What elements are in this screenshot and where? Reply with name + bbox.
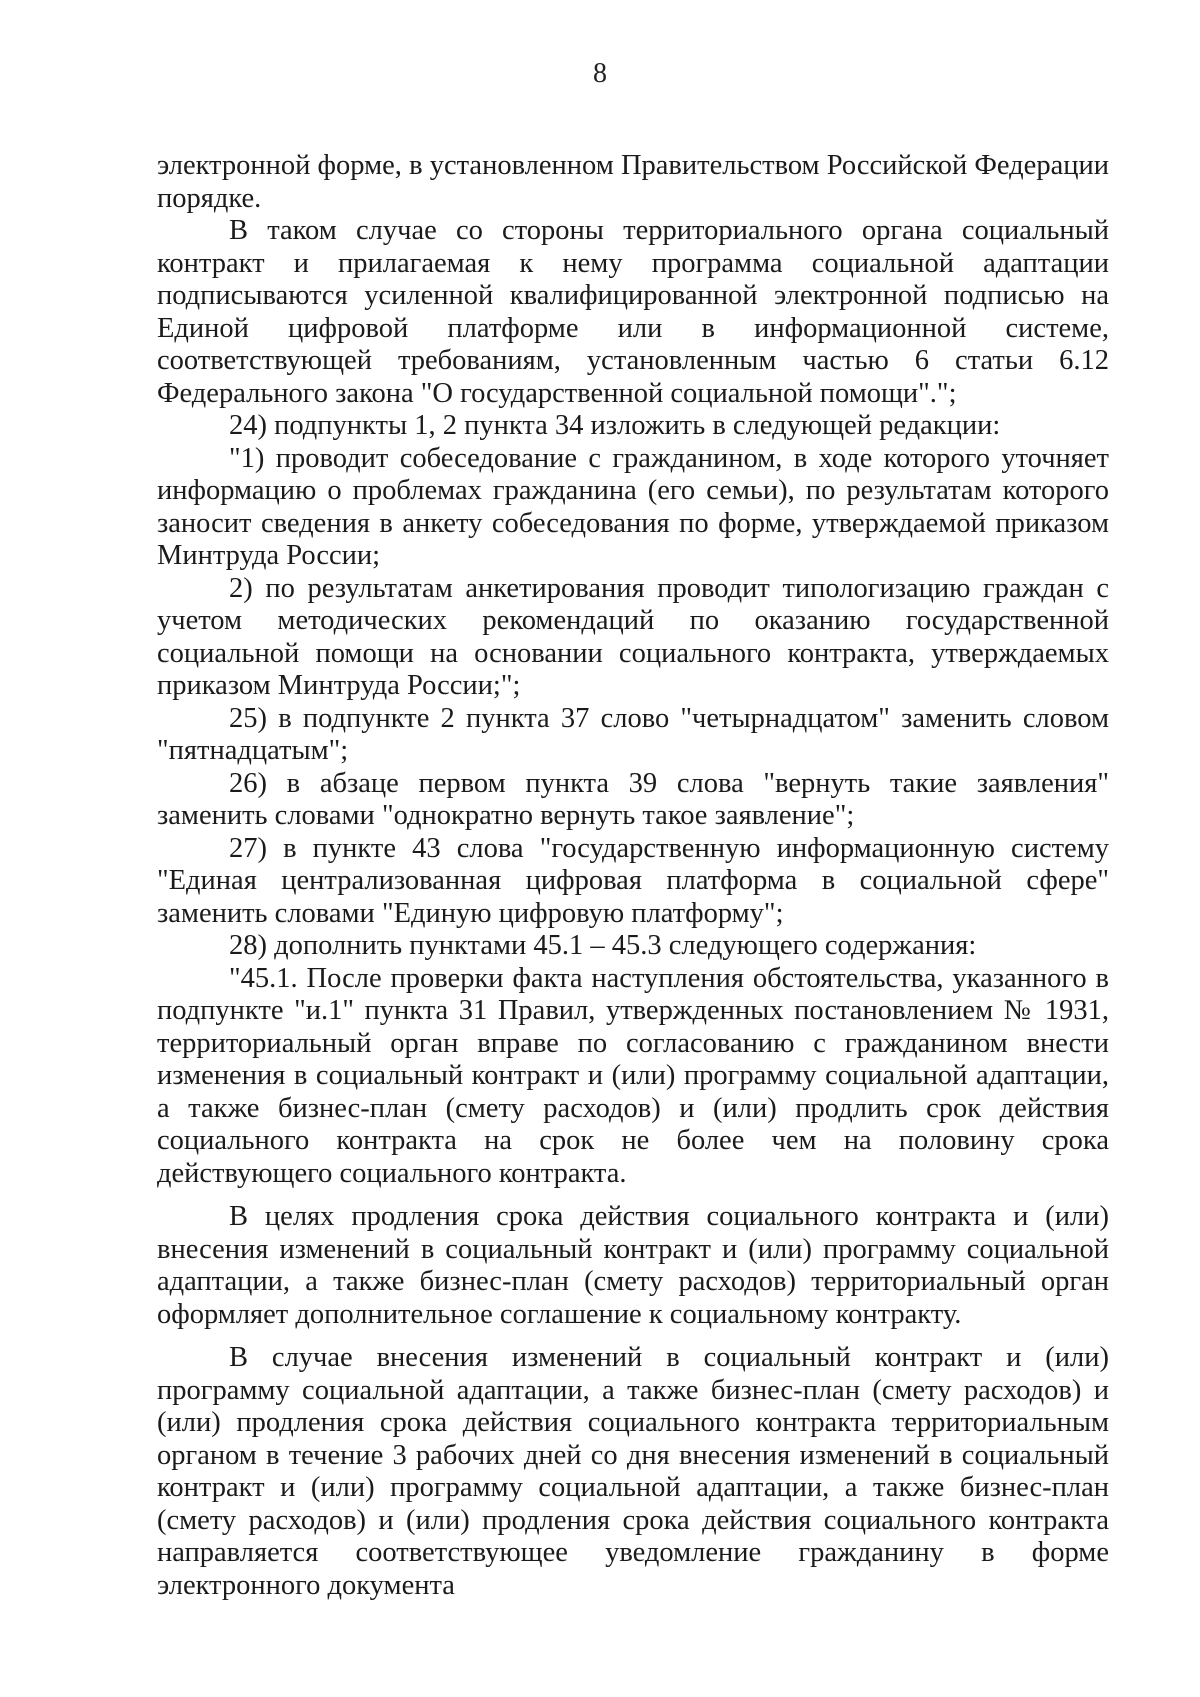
paragraph: 2) по результатам анкетирования проводит типологизацию граждан с учетом методических рекомендаций по оказанию государственной социальной помощи на основании социального контракта, утверждаемых приказом Минтруда России;"; bbox=[157, 572, 1109, 701]
paragraph: "45.1. После проверки факта наступления обстоятельства, указанного в подпункте "и.1" пункта 31 Правил, утвержденных постановлением № 1931, территориальный орган вправе по согласованию с гражданином внести изменения в социальный контракт и (или) программу социальной адаптации, а также бизнес-план (смету расходов) и (или) продлить срок действия социального контракта на срок не более чем на половину срока действующего социального контракта. bbox=[157, 962, 1109, 1189]
paragraph: В таком случае со стороны территориального органа социальный контракт и прилагаемая к нему программа социальной адаптации подписываются усиленной квалифицированной электронной подписью на Единой цифровой платформе или в информационной системе, соответствующей требованиям, установленным частью 6 статьи 6.12 Федерального закона "О государственной социальной помощи"."; bbox=[157, 215, 1109, 409]
paragraph: 26) в абзаце первом пункта 39 слова "вернуть такие заявления" заменить словами "однократно вернуть такое заявление"; bbox=[157, 767, 1109, 831]
document-body bbox=[157, 150, 1109, 1602]
paragraph: 27) в пункте 43 слова "государственную информационную систему "Единая централизованная цифровая платформа в социальной сфере" заменить словами "Единую цифровую платформу"; bbox=[157, 832, 1109, 929]
paragraph: В случае внесения изменений в социальный контракт и (или) программу социальной адаптации, а также бизнес-план (смету расходов) и (или) продления срока действия социального контракта территориальным органом в течение 3 рабочих дней со дня внесения изменений в социальный контракт и (или) программу социальной адаптации, а также бизнес-план (смету расходов) и (или) продления срока действия социального контракта направляется соответствующее уведомление гражданину в форме электронного документа bbox=[157, 1342, 1109, 1601]
paragraph: "1) проводит собеседование с гражданином, в ходе которого уточняет информацию о проблемах гражданина (его семьи), по результатам которого заносит сведения в анкету собеседования по форме, утверждаемой приказом Минтруда России; bbox=[157, 442, 1109, 571]
page-number: 8 bbox=[593, 58, 607, 89]
paragraph: 25) в подпункте 2 пункта 37 слово "четырнадцатом" заменить словом "пятнадцатым"; bbox=[157, 702, 1109, 766]
paragraph: 24) подпункты 1, 2 пункта 34 изложить в следующей редакции: bbox=[229, 410, 1001, 441]
paragraph: 28) дополнить пунктами 45.1 – 45.3 следующего содержания: bbox=[229, 930, 977, 961]
paragraph: В целях продления срока действия социального контракта и (или) внесения изменений в социальный контракт и (или) программу социальной адаптации, а также бизнес-план (смету расходов) территориальный орган оформляет дополнительное соглашение к социальному контракту. bbox=[157, 1201, 1109, 1330]
paragraph: электронной форме, в установленном Правительством Российской Федерации порядке. bbox=[157, 150, 1109, 214]
